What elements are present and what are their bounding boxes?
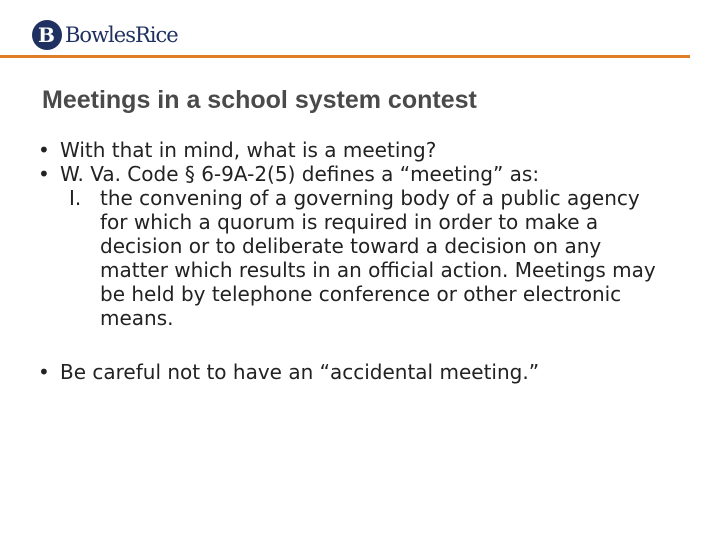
bullet-item — [38, 138, 678, 162]
definition-text: the convening of a governing body of a public agency for which a quorum is required in order to make a decision or to deliberate toward a decision on any matter which results in an official action. Meetings may be held by telephone conference or other electronic means. — [100, 186, 656, 330]
logo-mark: B — [32, 20, 62, 50]
header-divider — [0, 55, 690, 58]
bullet-item — [38, 162, 678, 186]
bullet-item — [38, 360, 678, 384]
logo-text: BowlesRice — [65, 23, 178, 47]
bullet-text: With that in mind, what is a meeting? — [60, 138, 437, 162]
definition-item — [38, 186, 660, 330]
bullet-text: W. Va. Code § 6-9A-2(5) defines a “meeting” as: — [60, 162, 540, 186]
bullet-text: Be careful not to have an “accidental meeting.” — [60, 360, 540, 384]
bullet-dot: • — [38, 162, 50, 186]
slide-title: Meetings in a school system contest — [42, 86, 477, 114]
bullet-dot: • — [38, 360, 50, 384]
bullet-dot: • — [38, 138, 50, 162]
slide-body — [38, 138, 678, 384]
roman-numeral: I. — [69, 186, 82, 210]
bowles-rice-logo — [32, 18, 178, 52]
